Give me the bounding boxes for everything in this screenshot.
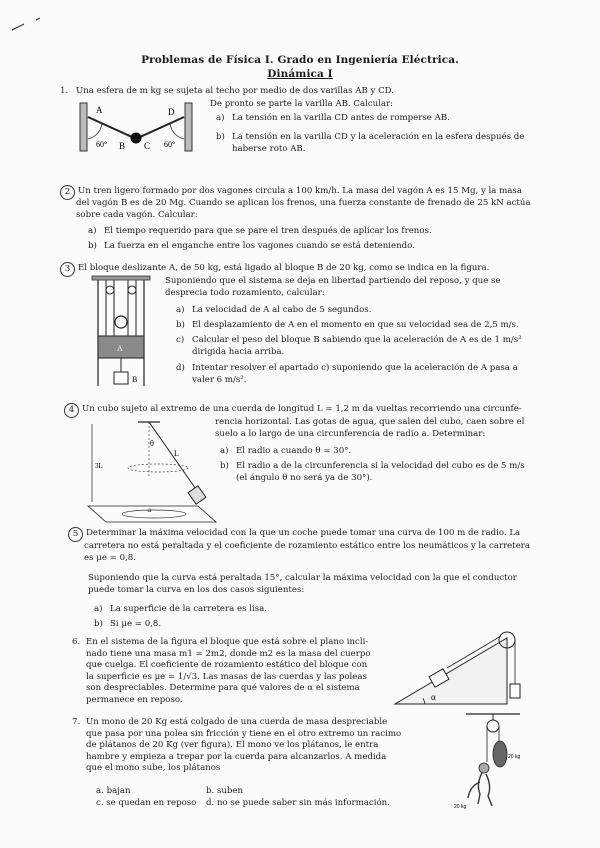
problem-3-number: 3 <box>60 262 75 277</box>
problem-3-part-c: c) Calcular el peso del bloque B sabiendo que la aceleración de A es de 1 m/s² dirigida hacia arriba. <box>176 335 522 357</box>
problem-7-text: Un mono de 20 Kg está colgado de una cuerda de masa despreciable que pasa por una polea sin fricción y tiene en el otro extremo un racimo de plátanos de 20 Kg (ver figura). El mono ve los plátanos, le entra hambre y empieza a trepar por la cuerda para alcanzarlos. A medida que el mono sube, los plátanos <box>86 717 402 774</box>
problem-2-text: Un tren ligero formado por dos vagones circula a 100 km/h. La masa del vagón A es 15 Mg, y la masa <box>78 186 522 196</box>
problem-5-intro: Determinar la máxima velocidad con la que un coche puede tomar una curva de 100 m de radio. La <box>86 528 521 538</box>
problem-5-number: 5 <box>68 527 83 542</box>
monkey-body <box>468 773 492 806</box>
label-height: 3L <box>95 462 103 470</box>
left-wall <box>80 103 87 151</box>
bananas <box>493 741 507 767</box>
label-d: D <box>168 107 175 117</box>
problem-4-figure <box>88 420 218 522</box>
angle-left: 60° <box>96 140 108 149</box>
problem-5-text: carretera no está peraltada y el coeficiente de rozamiento estático entre los neumáticos y la carretera es μe = 0,8. <box>84 541 531 563</box>
problem-7-option-d: d. no se puede saber sin más información. <box>206 798 390 808</box>
problem-1-number: 1. <box>60 86 69 96</box>
problem-7-number: 7. <box>72 717 81 727</box>
label-radius: a <box>148 506 152 514</box>
label-l: L <box>174 449 179 458</box>
problem-6-text: En el sistema de la figura el bloque que está sobre el plano incli- nado tiene una masa m1 = 2m2, donde m2 es la masa del cuerpo que cuelga. El coeficiente de rozamiento estático del bloque con la superficie es μe = 1/√3. Las masas de las cuerdas y las poleas son despreciables. Determine para qué valores de α el sistema permanece en reposo. <box>86 637 371 705</box>
label-alpha: α <box>431 692 436 702</box>
label-monkey-mass: 20 kg <box>454 804 467 810</box>
problem-1-part-a: a) La tensión en la varilla CD antes de romperse AB. <box>216 113 450 123</box>
problem-7-figure <box>448 712 538 812</box>
problem-7-option-b: b. suben <box>206 786 244 796</box>
problem-2-number: 2 <box>60 185 75 200</box>
problem-1-lead: De pronto se parte la varilla AB. Calcular: <box>210 99 394 109</box>
right-wall <box>185 103 192 151</box>
problem-2-part-a: a) El tiempo requerido para que se pare el tren después de aplicar los frenos. <box>88 226 432 236</box>
problem-5-part-b: b) Si μe = 0,8. <box>94 619 162 629</box>
problem-5-part-a: a) La superficie de la carretera es lisa. <box>94 604 267 614</box>
problem-6-figure <box>395 628 535 708</box>
label-bananas-mass: 20 kg <box>508 754 521 760</box>
pen-mark <box>10 16 46 36</box>
problem-4-number: 4 <box>64 403 79 418</box>
page-title: Problemas de Física I. Grado en Ingeniería Eléctrica. <box>141 54 459 66</box>
problem-3-figure <box>92 276 152 396</box>
monkey-head <box>479 763 489 773</box>
problem-7-option-a: a. bajan <box>96 786 131 796</box>
block-b <box>114 372 128 384</box>
problem-4-part-a: a) El radio a cuando θ = 30°. <box>220 446 352 456</box>
rod-cd <box>140 117 184 137</box>
problem-2-part-b: b) La fuerza en el enganche entre los vagones cuando se está deteniendo. <box>88 241 415 251</box>
problem-1-part-b: b) La tensión en la varilla CD y la aceleración en la esfera después de haberse roto AB. <box>216 132 525 154</box>
label-b: B <box>132 375 138 384</box>
label-b: B <box>119 141 126 151</box>
problem-4-text: rencia horizontal. Las gotas de agua, que salen del cubo, caen sobre el suelo a lo largo de una circunferencia de radio a. Determinar: <box>215 417 525 439</box>
label-theta: θ <box>150 439 154 448</box>
label-a: A <box>96 105 103 115</box>
problem-1-figure <box>80 103 195 155</box>
floor-plane <box>88 506 216 522</box>
angle-right: 60° <box>164 140 176 149</box>
problem-2-text-2: del vagón B es de 20 Mg. Cuando se aplican los frenos, una fuerza constante de frenado de 25 kN actúa sobre cada vagón. Calcular: <box>76 198 531 220</box>
problem-3-part-d: d) Intentar resolver el apartado c) suponiendo que la aceleración de A pasa a valer 6 m/s². <box>176 363 518 385</box>
problem-1-intro: Una esfera de m kg se sujeta al techo por medio de dos varillas AB y CD. <box>76 86 394 96</box>
sphere <box>131 133 142 144</box>
problem-3-text: Suponiendo que el sistema se deja en libertad partiendo del reposo, y que se desprecia todo rozamiento, calcular: <box>165 276 501 298</box>
inclined-plane <box>395 638 507 704</box>
rod-ab <box>88 117 132 137</box>
problem-5-text-2: Suponiendo que la curva está peraltada 15°, calcular la máxima velocidad con la que el conductor puede tomar la curva en los dos casos siguientes: <box>88 573 517 595</box>
problem-4-part-b: b) El radio a de la circunferencia si la velocidad del cubo es de 5 m/s (el ángulo θ no será ya de 30°). <box>220 461 525 483</box>
problem-3-part-a: a) La velocidad de A al cabo de 5 segundos. <box>176 305 372 315</box>
pulley <box>487 720 499 732</box>
label-a: A <box>117 344 123 353</box>
problem-4-intro: Un cubo sujeto al extremo de una cuerda de longitud L = 1,2 m da vueltas recorriendo una circunfe- <box>82 404 522 414</box>
label-c: C <box>144 141 151 151</box>
problem-3-part-b: b) El desplazamiento de A en el momento en que su velocidad sea de 2,5 m/s. <box>176 320 519 330</box>
page-subtitle: Dinámica I <box>267 68 333 80</box>
problem-3-intro: El bloque deslizante A, de 50 kg, está ligado al bloque B de 20 kg, como se indica en la figura. <box>78 263 490 273</box>
block-m2 <box>510 684 520 698</box>
bucket <box>188 486 206 504</box>
problem-6-number: 6. <box>72 637 81 647</box>
problem-7-option-c: c. se quedan en reposo <box>96 798 197 808</box>
